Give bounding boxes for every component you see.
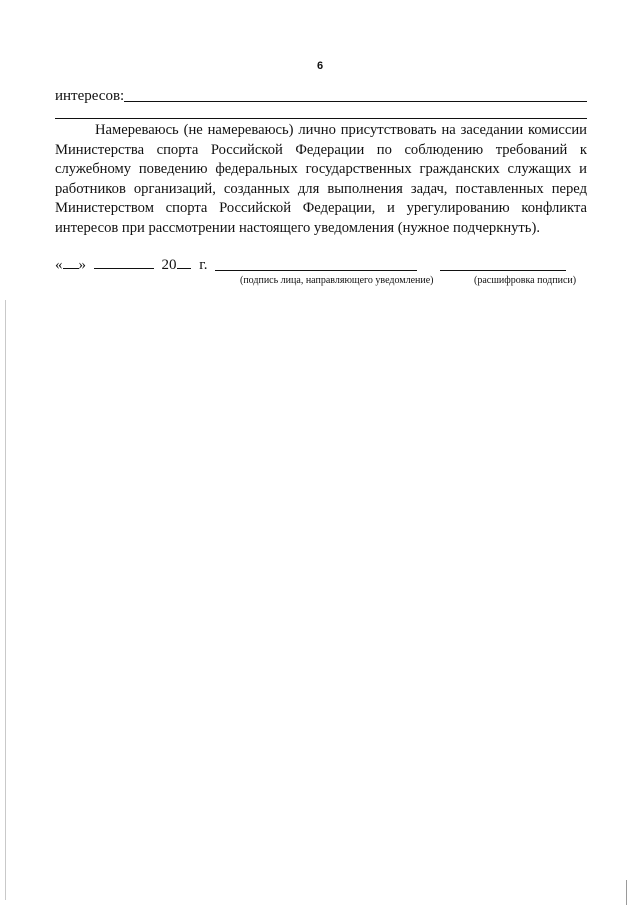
month-blank xyxy=(94,267,154,269)
year-prefix: 20 xyxy=(161,257,177,273)
decoding-caption: (расшифровка подписи) xyxy=(474,275,577,286)
interests-line xyxy=(55,88,587,105)
signature-caption: (подпись лица, направляющего уведомление) xyxy=(240,275,434,286)
interests-blank-line xyxy=(124,89,587,102)
date-close-quote: » xyxy=(78,257,86,273)
page-number: 6 xyxy=(316,60,324,72)
date-row xyxy=(55,257,207,274)
year-blank xyxy=(177,267,191,269)
scan-edge-left xyxy=(5,300,6,900)
year-suffix: г. xyxy=(199,257,208,273)
interests-label: интересов: xyxy=(55,88,125,104)
date-open-quote: « xyxy=(55,257,63,273)
day-blank xyxy=(63,267,79,269)
scan-edge-right xyxy=(626,880,627,905)
decoding-line xyxy=(440,270,566,271)
attendance-paragraph: Намереваюсь (не намереваюсь) лично присутствовать на заседании комиссии Министерства спорта Российской Федерации по соблюдению требований к служебному поведению федеральных государственных гражданских служащих и работников организаций, созданных для выполнения задач, поставленных перед Министерством спорта Российской Федерации, и урегулированию конфликта интересов при рассмотрении настоящего уведомления (нужное подчеркнуть). xyxy=(55,122,587,236)
interests-continuation-line xyxy=(55,118,587,119)
signature-line xyxy=(215,270,417,271)
